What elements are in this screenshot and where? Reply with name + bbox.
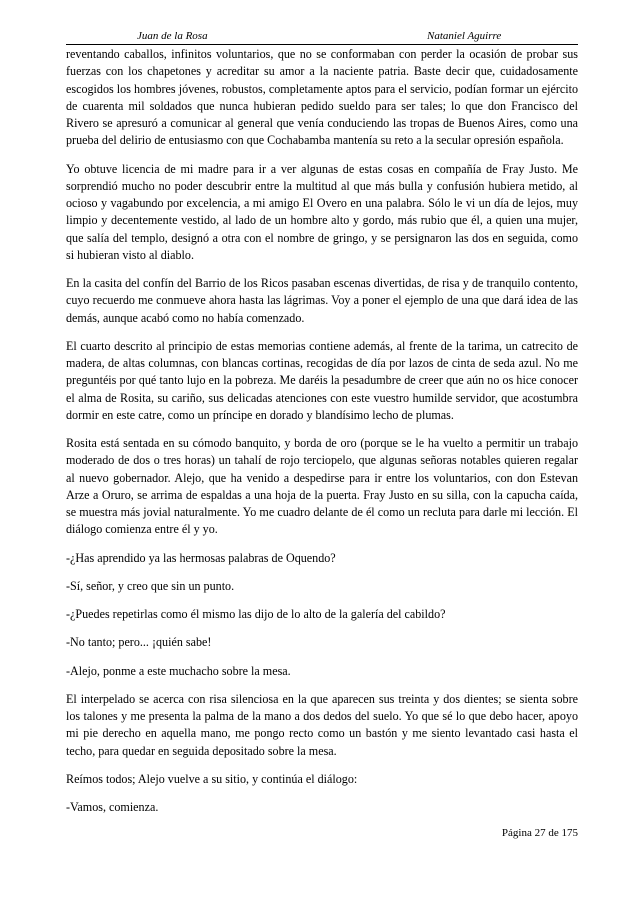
paragraph: El cuarto descrito al principio de estas memorias contiene además, al frente de la tarima, un catrecito de madera, de altas columnas, con blancas cortinas, recogidas de día por lazos de cinta de seda azul. No me preguntéis por qué tanto lujo en la pobreza. Me daréis la pesadumbre de creer que aún no os hice conocer el alma de Rosita, su cariño, sus delicadas atenciones con este vuestro humilde servidor, que acostumbra dormir en este catre, como un príncipe en dorado y blandísimo lecho de plumas. (66, 338, 578, 422)
paragraph: reventando caballos, infinitos voluntarios, que no se conformaban con perder la ocasión de probar sus fuerzas con los chapetones y acreditar su amor a la naciente patria. Baste decir que, cuidadosamente escogidos los hombres jóvenes, robustos, completamente aptos para el servicio, podían formar un ejército de cuarenta mil soldados que nunca hubieran pedido sueldo para ser tales; lo que don Francisco del Rivero se apresuró a comunicar al general que venía conduciendo las tropas de Buenos Aires, como una prueba del delirio de entusiasmo con que Cochabamba mantenía su reto a la secular opresión española. (66, 47, 578, 148)
dialogue-line: -Vamos, comienza. (66, 800, 159, 814)
dialogue-line: -Alejo, ponme a este muchacho sobre la mesa. (66, 663, 291, 678)
page-number: Página 27 de 175 (501, 827, 578, 839)
body-text (66, 46, 578, 827)
dialogue-line: -Sí, señor, y creo que sin un punto. (66, 578, 235, 593)
paragraph: Yo obtuve licencia de mi madre para ir a ver algunas de estas cosas en compañía de Fray Justo. Me sorprendió mucho no poder descubrir entre la multitud al que más bulla y confusión hubiera metido, al ocioso y vagabundo por excelencia, a mi amigo El Overo en una palabra. Sólo le vi un día de lejos, muy limpio y decentemente vestido, al lado de un hombre alto y gordo, más rubio que él, a quien una mujer, que salía del templo, designó a otra con el nombre de gringo, y se persignaron las dos en seguida, como si hubieran visto al diablo. (66, 161, 578, 262)
paragraph: Reímos todos; Alejo vuelve a su sitio, y continúa el diálogo: (66, 771, 358, 786)
dialogue-line: -No tanto; pero... ¡quién sabe! (66, 635, 212, 650)
header-book-title: Juan de la Rosa (137, 30, 208, 42)
dialogue-line: -¿Has aprendido ya las hermosas palabras de Oquendo? (66, 550, 336, 565)
dialogue-line: -¿Puedes repetirlas como él mismo las dijo de lo alto de la galería del cabildo? (66, 607, 446, 621)
paragraph: Rosita está sentada en su cómodo banquito, y borda de oro (porque se le ha vuelto a permitir un trabajo moderado de dos o tres horas) un tahalí de rojo terciopelo, que algunas señoras notables quieren regalar al nuevo gobernador. Alejo, que ha venido a despedirse para ir entre los voluntarios, con don Estevan Arze a Oruro, se arrima de espaldas a una hoja de la puerta. Fray Justo en su silla, con la capucha caída, se muestra más jovial naturalmente. Yo me cuadro delante de él como un recluta para darle mi lección. El diálogo comienza entre él y yo. (66, 436, 578, 537)
paragraph: En la casita del confín del Barrio de los Ricos pasaban escenas divertidas, de risa y de tranquilo contento, cuyo recuerdo me conmueve ahora hasta las lágrimas. Voy a poner el ejemplo de una que dará idea de las demás, aunque acabó como no había comenzado. (66, 276, 578, 325)
header-author: Nataniel Aguirre (427, 30, 502, 42)
paragraph: El interpelado se acerca con risa silenciosa en la que aparecen sus treinta y dos dientes; se sienta sobre los talones y me presenta la palma de la mano a dos dedos del suelo. Yo que sé lo que debo hacer, apoyo mi pie derecho en aquella mano, me pongo recto como un bastón y me siento levantado casi hasta el techo, para quedar en seguida depositado sobre la mesa. (66, 691, 578, 758)
running-header (66, 30, 578, 45)
